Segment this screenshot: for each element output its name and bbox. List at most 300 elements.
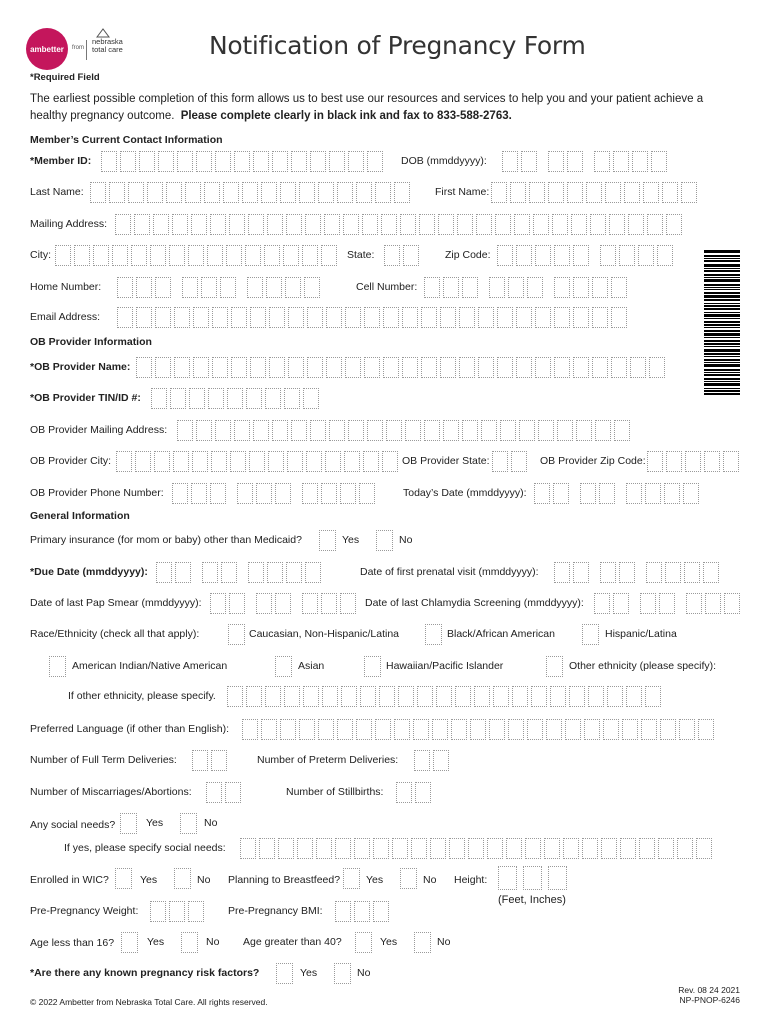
other-ethnicity-field-char-box[interactable]	[360, 686, 376, 707]
mailing-address-field-char-box[interactable]	[495, 214, 511, 235]
dob-field-char-box[interactable]	[502, 151, 518, 172]
breastfeed-no-checkbox[interactable]	[400, 868, 417, 889]
ob-mailing-field-char-box[interactable]	[443, 420, 459, 441]
first-prenatal-field-char-box[interactable]	[646, 562, 662, 583]
ob-name-field-char-box[interactable]	[136, 357, 152, 378]
email-field-char-box[interactable]	[307, 307, 323, 328]
miscarriages-field[interactable]	[206, 782, 244, 803]
state-field-char-box[interactable]	[384, 245, 400, 266]
social-needs-field-char-box[interactable]	[696, 838, 712, 859]
ob-name-field-char-box[interactable]	[250, 357, 266, 378]
ob-name-field-char-box[interactable]	[649, 357, 665, 378]
risk-factors-no-checkbox[interactable]	[334, 963, 351, 984]
social-needs-field-char-box[interactable]	[259, 838, 275, 859]
todays-date-field-char-box[interactable]	[534, 483, 550, 504]
ob-phone-field-char-box[interactable]	[191, 483, 207, 504]
stillbirths-field-char-box[interactable]	[415, 782, 431, 803]
cell-number-field-char-box[interactable]	[554, 277, 570, 298]
mailing-address-field-char-box[interactable]	[172, 214, 188, 235]
social-needs-field-char-box[interactable]	[392, 838, 408, 859]
todays-date-field-char-box[interactable]	[553, 483, 569, 504]
mailing-address-field-char-box[interactable]	[248, 214, 264, 235]
asian-checkbox[interactable]	[275, 656, 292, 677]
ob-city-field-char-box[interactable]	[211, 451, 227, 472]
preferred-language-field[interactable]	[242, 719, 717, 740]
wic-no-checkbox[interactable]	[174, 868, 191, 889]
home-number-field-char-box[interactable]	[136, 277, 152, 298]
city-field-char-box[interactable]	[150, 245, 166, 266]
preferred-language-field-char-box[interactable]	[318, 719, 334, 740]
home-number-field-char-box[interactable]	[182, 277, 198, 298]
last-pap-field-char-box[interactable]	[321, 593, 337, 614]
ob-name-field-char-box[interactable]	[516, 357, 532, 378]
ob-tin-field-char-box[interactable]	[303, 388, 319, 409]
mailing-address-field-char-box[interactable]	[362, 214, 378, 235]
social-needs-field-char-box[interactable]	[335, 838, 351, 859]
ob-zip-field[interactable]	[647, 451, 742, 472]
ob-name-field-char-box[interactable]	[459, 357, 475, 378]
social-needs-field-char-box[interactable]	[297, 838, 313, 859]
cell-number-field-char-box[interactable]	[592, 277, 608, 298]
pre-pregnancy-bmi-field-char-box[interactable]	[373, 901, 389, 922]
last-pap-field-char-box[interactable]	[275, 593, 291, 614]
home-number-field-char-box[interactable]	[247, 277, 263, 298]
mailing-address-field-char-box[interactable]	[419, 214, 435, 235]
first-name-field-char-box[interactable]	[605, 182, 621, 203]
last-name-field-char-box[interactable]	[109, 182, 125, 203]
preferred-language-field-char-box[interactable]	[622, 719, 638, 740]
ob-state-field[interactable]	[492, 451, 530, 472]
cell-number-field-char-box[interactable]	[527, 277, 543, 298]
member-id-field-char-box[interactable]	[177, 151, 193, 172]
ob-phone-field-char-box[interactable]	[321, 483, 337, 504]
preferred-language-field-char-box[interactable]	[280, 719, 296, 740]
member-id-field-char-box[interactable]	[329, 151, 345, 172]
other-ethnicity-field-char-box[interactable]	[303, 686, 319, 707]
first-prenatal-field-char-box[interactable]	[600, 562, 616, 583]
mailing-address-field-char-box[interactable]	[476, 214, 492, 235]
member-id-field-char-box[interactable]	[272, 151, 288, 172]
ob-name-field-char-box[interactable]	[573, 357, 589, 378]
home-number-field[interactable]	[117, 277, 323, 298]
pre-pregnancy-weight-field-char-box[interactable]	[169, 901, 185, 922]
todays-date-field-char-box[interactable]	[599, 483, 615, 504]
email-field-char-box[interactable]	[383, 307, 399, 328]
ob-mailing-field-char-box[interactable]	[348, 420, 364, 441]
email-field-char-box[interactable]	[212, 307, 228, 328]
last-chlamydia-field-char-box[interactable]	[705, 593, 721, 614]
ob-name-field-char-box[interactable]	[440, 357, 456, 378]
city-field-char-box[interactable]	[169, 245, 185, 266]
city-field-char-box[interactable]	[112, 245, 128, 266]
height-inches-field-2[interactable]	[548, 866, 567, 890]
last-pap-field[interactable]	[210, 593, 359, 614]
city-field-char-box[interactable]	[321, 245, 337, 266]
other-ethnicity-field-char-box[interactable]	[569, 686, 585, 707]
todays-date-field-char-box[interactable]	[645, 483, 661, 504]
mailing-address-field-char-box[interactable]	[571, 214, 587, 235]
pre-pregnancy-weight-field-char-box[interactable]	[150, 901, 166, 922]
dob-field-char-box[interactable]	[594, 151, 610, 172]
social-needs-field-char-box[interactable]	[506, 838, 522, 859]
miscarriages-field-char-box[interactable]	[206, 782, 222, 803]
mailing-address-field-char-box[interactable]	[533, 214, 549, 235]
social-needs-field-char-box[interactable]	[278, 838, 294, 859]
ob-city-field-char-box[interactable]	[268, 451, 284, 472]
preferred-language-field-char-box[interactable]	[489, 719, 505, 740]
mailing-address-field-char-box[interactable]	[210, 214, 226, 235]
city-field-char-box[interactable]	[55, 245, 71, 266]
stillbirths-field-char-box[interactable]	[396, 782, 412, 803]
dob-field-char-box[interactable]	[567, 151, 583, 172]
ob-mailing-field-char-box[interactable]	[177, 420, 193, 441]
social-needs-field-char-box[interactable]	[411, 838, 427, 859]
full-term-deliveries-field[interactable]	[192, 750, 230, 771]
ob-name-field-char-box[interactable]	[535, 357, 551, 378]
due-date-field-char-box[interactable]	[305, 562, 321, 583]
age-less-16-yes-checkbox[interactable]	[121, 932, 138, 953]
todays-date-field-char-box[interactable]	[626, 483, 642, 504]
due-date-field-char-box[interactable]	[156, 562, 172, 583]
email-field-char-box[interactable]	[535, 307, 551, 328]
ob-name-field-char-box[interactable]	[269, 357, 285, 378]
social-needs-field-char-box[interactable]	[658, 838, 674, 859]
social-needs-field-char-box[interactable]	[677, 838, 693, 859]
mailing-address-field-char-box[interactable]	[514, 214, 530, 235]
social-needs-field-char-box[interactable]	[468, 838, 484, 859]
ob-city-field[interactable]	[116, 451, 401, 472]
city-field-char-box[interactable]	[93, 245, 109, 266]
ob-city-field-char-box[interactable]	[230, 451, 246, 472]
american-indian-checkbox[interactable]	[49, 656, 66, 677]
other-ethnicity-field-char-box[interactable]	[455, 686, 471, 707]
other-ethnicity-field-char-box[interactable]	[341, 686, 357, 707]
social-needs-field-char-box[interactable]	[544, 838, 560, 859]
ob-city-field-char-box[interactable]	[306, 451, 322, 472]
preferred-language-field-char-box[interactable]	[394, 719, 410, 740]
ob-tin-field-char-box[interactable]	[151, 388, 167, 409]
mailing-address-field-char-box[interactable]	[400, 214, 416, 235]
city-field-char-box[interactable]	[245, 245, 261, 266]
preterm-deliveries-field-char-box[interactable]	[433, 750, 449, 771]
last-name-field-char-box[interactable]	[280, 182, 296, 203]
last-name-field-char-box[interactable]	[147, 182, 163, 203]
ob-name-field-char-box[interactable]	[421, 357, 437, 378]
ob-mailing-field-char-box[interactable]	[367, 420, 383, 441]
ob-name-field-char-box[interactable]	[497, 357, 513, 378]
email-field-char-box[interactable]	[250, 307, 266, 328]
due-date-field-char-box[interactable]	[286, 562, 302, 583]
last-name-field-char-box[interactable]	[299, 182, 315, 203]
ob-phone-field[interactable]	[172, 483, 378, 504]
email-field-char-box[interactable]	[345, 307, 361, 328]
last-name-field-char-box[interactable]	[261, 182, 277, 203]
first-prenatal-field-char-box[interactable]	[554, 562, 570, 583]
last-name-field-char-box[interactable]	[375, 182, 391, 203]
last-chlamydia-field-char-box[interactable]	[686, 593, 702, 614]
last-chlamydia-field[interactable]	[594, 593, 743, 614]
email-field-char-box[interactable]	[193, 307, 209, 328]
city-field-char-box[interactable]	[226, 245, 242, 266]
preferred-language-field-char-box[interactable]	[470, 719, 486, 740]
ob-state-field-char-box[interactable]	[511, 451, 527, 472]
member-id-field-char-box[interactable]	[196, 151, 212, 172]
last-name-field-char-box[interactable]	[318, 182, 334, 203]
city-field[interactable]	[55, 245, 340, 266]
email-field-char-box[interactable]	[573, 307, 589, 328]
ob-name-field-char-box[interactable]	[288, 357, 304, 378]
last-pap-field-char-box[interactable]	[229, 593, 245, 614]
first-name-field-char-box[interactable]	[491, 182, 507, 203]
email-field-char-box[interactable]	[554, 307, 570, 328]
preferred-language-field-char-box[interactable]	[603, 719, 619, 740]
due-date-field-char-box[interactable]	[175, 562, 191, 583]
ob-phone-field-char-box[interactable]	[256, 483, 272, 504]
mailing-address-field-char-box[interactable]	[609, 214, 625, 235]
first-prenatal-field-char-box[interactable]	[684, 562, 700, 583]
preterm-deliveries-field-char-box[interactable]	[414, 750, 430, 771]
social-needs-field-char-box[interactable]	[563, 838, 579, 859]
cell-number-field[interactable]	[424, 277, 630, 298]
first-prenatal-field-char-box[interactable]	[619, 562, 635, 583]
todays-date-field-char-box[interactable]	[683, 483, 699, 504]
age-less-16-no-checkbox[interactable]	[181, 932, 198, 953]
mailing-address-field-char-box[interactable]	[115, 214, 131, 235]
ob-city-field-char-box[interactable]	[173, 451, 189, 472]
pre-pregnancy-bmi-field-char-box[interactable]	[354, 901, 370, 922]
other-ethnicity-field-char-box[interactable]	[550, 686, 566, 707]
dob-field-char-box[interactable]	[651, 151, 667, 172]
zip-field-char-box[interactable]	[554, 245, 570, 266]
social-needs-no-checkbox[interactable]	[180, 813, 197, 834]
email-field-char-box[interactable]	[174, 307, 190, 328]
home-number-field-char-box[interactable]	[266, 277, 282, 298]
city-field-char-box[interactable]	[188, 245, 204, 266]
member-id-field-char-box[interactable]	[348, 151, 364, 172]
social-needs-yes-checkbox[interactable]	[120, 813, 137, 834]
last-chlamydia-field-char-box[interactable]	[724, 593, 740, 614]
member-id-field-char-box[interactable]	[253, 151, 269, 172]
member-id-field-char-box[interactable]	[139, 151, 155, 172]
other-ethnicity-field-char-box[interactable]	[474, 686, 490, 707]
ob-tin-field-char-box[interactable]	[284, 388, 300, 409]
email-field-char-box[interactable]	[326, 307, 342, 328]
other-ethnicity-field-char-box[interactable]	[436, 686, 452, 707]
mailing-address-field-char-box[interactable]	[457, 214, 473, 235]
ob-mailing-field-char-box[interactable]	[557, 420, 573, 441]
last-name-field-char-box[interactable]	[90, 182, 106, 203]
social-needs-field-char-box[interactable]	[639, 838, 655, 859]
pre-pregnancy-bmi-field[interactable]	[335, 901, 392, 922]
ob-state-field-char-box[interactable]	[492, 451, 508, 472]
ob-name-field-char-box[interactable]	[611, 357, 627, 378]
preferred-language-field-char-box[interactable]	[698, 719, 714, 740]
other-ethnicity-field-char-box[interactable]	[284, 686, 300, 707]
last-pap-field-char-box[interactable]	[210, 593, 226, 614]
pre-pregnancy-weight-field-char-box[interactable]	[188, 901, 204, 922]
city-field-char-box[interactable]	[302, 245, 318, 266]
social-needs-field-char-box[interactable]	[601, 838, 617, 859]
ob-tin-field-char-box[interactable]	[208, 388, 224, 409]
ob-mailing-field[interactable]	[177, 420, 633, 441]
email-field-char-box[interactable]	[364, 307, 380, 328]
other-ethnicity-field-char-box[interactable]	[607, 686, 623, 707]
preferred-language-field-char-box[interactable]	[337, 719, 353, 740]
todays-date-field[interactable]	[534, 483, 702, 504]
last-chlamydia-field-char-box[interactable]	[659, 593, 675, 614]
home-number-field-char-box[interactable]	[304, 277, 320, 298]
ob-phone-field-char-box[interactable]	[340, 483, 356, 504]
mailing-address-field-char-box[interactable]	[324, 214, 340, 235]
ob-phone-field-char-box[interactable]	[237, 483, 253, 504]
first-name-field-char-box[interactable]	[567, 182, 583, 203]
ob-mailing-field-char-box[interactable]	[196, 420, 212, 441]
mailing-address-field[interactable]	[115, 214, 685, 235]
full-term-deliveries-field-char-box[interactable]	[192, 750, 208, 771]
last-name-field-char-box[interactable]	[337, 182, 353, 203]
zip-field-char-box[interactable]	[638, 245, 654, 266]
mailing-address-field-char-box[interactable]	[305, 214, 321, 235]
ob-name-field-char-box[interactable]	[193, 357, 209, 378]
mailing-address-field-char-box[interactable]	[134, 214, 150, 235]
first-name-field-char-box[interactable]	[624, 182, 640, 203]
ob-name-field-char-box[interactable]	[630, 357, 646, 378]
last-chlamydia-field-char-box[interactable]	[640, 593, 656, 614]
ob-mailing-field-char-box[interactable]	[595, 420, 611, 441]
ob-city-field-char-box[interactable]	[135, 451, 151, 472]
zip-field-char-box[interactable]	[600, 245, 616, 266]
zip-field-char-box[interactable]	[573, 245, 589, 266]
mailing-address-field-char-box[interactable]	[229, 214, 245, 235]
ob-zip-field-char-box[interactable]	[647, 451, 663, 472]
ob-phone-field-char-box[interactable]	[172, 483, 188, 504]
stillbirths-field[interactable]	[396, 782, 434, 803]
due-date-field-char-box[interactable]	[221, 562, 237, 583]
cell-number-field-char-box[interactable]	[573, 277, 589, 298]
ob-name-field-char-box[interactable]	[383, 357, 399, 378]
other-ethnicity-field-char-box[interactable]	[531, 686, 547, 707]
member-id-field-char-box[interactable]	[310, 151, 326, 172]
ob-mailing-field-char-box[interactable]	[481, 420, 497, 441]
social-needs-field-char-box[interactable]	[373, 838, 389, 859]
ob-name-field-char-box[interactable]	[402, 357, 418, 378]
mailing-address-field-char-box[interactable]	[191, 214, 207, 235]
ob-name-field-char-box[interactable]	[174, 357, 190, 378]
social-needs-field-char-box[interactable]	[240, 838, 256, 859]
first-name-field-char-box[interactable]	[586, 182, 602, 203]
other-ethnicity-field-char-box[interactable]	[265, 686, 281, 707]
preferred-language-field-char-box[interactable]	[375, 719, 391, 740]
home-number-field-char-box[interactable]	[117, 277, 133, 298]
social-needs-field-char-box[interactable]	[449, 838, 465, 859]
cell-number-field-char-box[interactable]	[443, 277, 459, 298]
email-field-char-box[interactable]	[516, 307, 532, 328]
preferred-language-field-char-box[interactable]	[242, 719, 258, 740]
preferred-language-field-char-box[interactable]	[508, 719, 524, 740]
ob-phone-field-char-box[interactable]	[275, 483, 291, 504]
other-ethnicity-field-char-box[interactable]	[227, 686, 243, 707]
member-id-field-char-box[interactable]	[120, 151, 136, 172]
dob-field-char-box[interactable]	[632, 151, 648, 172]
caucasian-checkbox[interactable]	[228, 624, 245, 645]
primary-insurance-no-checkbox[interactable]	[376, 530, 393, 551]
other-ethnicity-field-char-box[interactable]	[322, 686, 338, 707]
email-field-char-box[interactable]	[269, 307, 285, 328]
age-greater-40-yes-checkbox[interactable]	[355, 932, 372, 953]
email-field-char-box[interactable]	[611, 307, 627, 328]
email-field-char-box[interactable]	[231, 307, 247, 328]
mailing-address-field-char-box[interactable]	[267, 214, 283, 235]
ob-mailing-field-char-box[interactable]	[215, 420, 231, 441]
ob-mailing-field-char-box[interactable]	[329, 420, 345, 441]
social-needs-field-char-box[interactable]	[354, 838, 370, 859]
zip-field[interactable]	[497, 245, 676, 266]
last-name-field-char-box[interactable]	[185, 182, 201, 203]
ob-city-field-char-box[interactable]	[287, 451, 303, 472]
city-field-char-box[interactable]	[131, 245, 147, 266]
email-field-char-box[interactable]	[459, 307, 475, 328]
ob-name-field-char-box[interactable]	[478, 357, 494, 378]
pre-pregnancy-bmi-field-char-box[interactable]	[335, 901, 351, 922]
last-pap-field-char-box[interactable]	[302, 593, 318, 614]
member-id-field-char-box[interactable]	[367, 151, 383, 172]
ob-mailing-field-char-box[interactable]	[272, 420, 288, 441]
ob-name-field-char-box[interactable]	[231, 357, 247, 378]
full-term-deliveries-field-char-box[interactable]	[211, 750, 227, 771]
other-ethnicity-field-char-box[interactable]	[493, 686, 509, 707]
preferred-language-field-char-box[interactable]	[356, 719, 372, 740]
ob-mailing-field-char-box[interactable]	[310, 420, 326, 441]
first-name-field-char-box[interactable]	[548, 182, 564, 203]
dob-field-char-box[interactable]	[613, 151, 629, 172]
ob-mailing-field-char-box[interactable]	[576, 420, 592, 441]
city-field-char-box[interactable]	[264, 245, 280, 266]
member-id-field-char-box[interactable]	[215, 151, 231, 172]
mailing-address-field-char-box[interactable]	[286, 214, 302, 235]
preferred-language-field-char-box[interactable]	[527, 719, 543, 740]
ob-zip-field-char-box[interactable]	[685, 451, 701, 472]
ob-zip-field-char-box[interactable]	[666, 451, 682, 472]
preferred-language-field-char-box[interactable]	[546, 719, 562, 740]
ob-mailing-field-char-box[interactable]	[614, 420, 630, 441]
other-ethnicity-field-char-box[interactable]	[588, 686, 604, 707]
due-date-field-char-box[interactable]	[248, 562, 264, 583]
other-ethnicity-field-char-box[interactable]	[512, 686, 528, 707]
age-greater-40-no-checkbox[interactable]	[414, 932, 431, 953]
other-ethnicity-field-char-box[interactable]	[246, 686, 262, 707]
last-name-field-char-box[interactable]	[394, 182, 410, 203]
due-date-field-char-box[interactable]	[202, 562, 218, 583]
other-ethnicity-field-char-box[interactable]	[398, 686, 414, 707]
ob-city-field-char-box[interactable]	[344, 451, 360, 472]
cell-number-field-char-box[interactable]	[611, 277, 627, 298]
first-prenatal-field-char-box[interactable]	[703, 562, 719, 583]
ob-mailing-field-char-box[interactable]	[253, 420, 269, 441]
height-inches-field-1[interactable]	[523, 866, 542, 890]
ob-name-field-char-box[interactable]	[364, 357, 380, 378]
miscarriages-field-char-box[interactable]	[225, 782, 241, 803]
cell-number-field-char-box[interactable]	[489, 277, 505, 298]
ob-name-field-char-box[interactable]	[554, 357, 570, 378]
preferred-language-field-char-box[interactable]	[432, 719, 448, 740]
mailing-address-field-char-box[interactable]	[590, 214, 606, 235]
first-name-field-char-box[interactable]	[681, 182, 697, 203]
ob-tin-field-char-box[interactable]	[189, 388, 205, 409]
preferred-language-field-char-box[interactable]	[413, 719, 429, 740]
email-field-char-box[interactable]	[136, 307, 152, 328]
member-id-field[interactable]	[101, 151, 386, 172]
preferred-language-field-char-box[interactable]	[584, 719, 600, 740]
